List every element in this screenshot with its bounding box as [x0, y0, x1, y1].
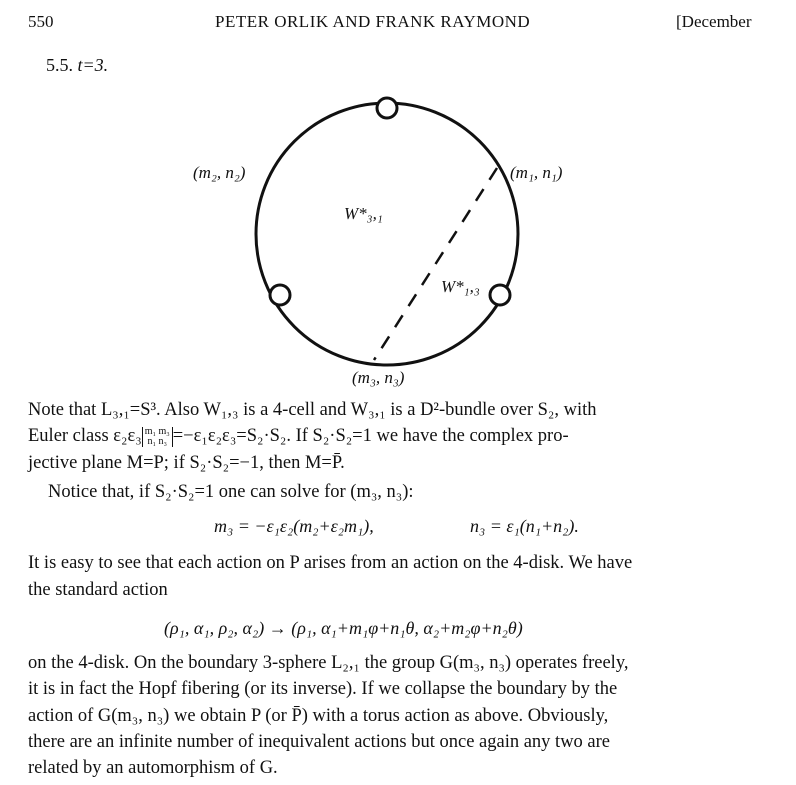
equation-m3: m₃ = −ε₁ε₂(m₂+ε₂m₁),	[214, 516, 374, 536]
matrix-row-bottom: n₁ n₃	[147, 435, 167, 447]
euler-class-label: Euler class ε₂ε₃	[28, 426, 142, 446]
dashed-diameter	[374, 168, 497, 360]
text-line-11: related by an automorphism of G.	[28, 758, 278, 778]
text-line-6: the standard action	[28, 580, 168, 600]
determinant-matrix	[142, 427, 173, 447]
text-line-4: Notice that, if S₂·S₂=1 one can solve for (m₃, n₃):	[48, 482, 414, 502]
running-header-authors: PETER ORLIK AND FRANK RAYMOND	[215, 12, 531, 31]
euler-class-rest: =−ε₁ε₂ε₃=S₂·S₂. If S₂·S₂=1 we have the complex pro-	[172, 426, 569, 446]
label-m1-n1: (m₁, n₁)	[510, 163, 563, 182]
text-line-9: action of G(m₃, n₃) we obtain P (or P̄) with a torus action as above. Obviously,	[28, 706, 609, 726]
label-m3-n3: (m₃, n₃)	[352, 368, 405, 387]
text-line-2	[28, 424, 768, 449]
text-line-5: It is easy to see that each action on P arises from an action on the 4-disk. We have	[28, 553, 633, 573]
section-title: t=3.	[77, 55, 109, 75]
equation-n3: n₃ = ε₁(n₁+n₂).	[470, 516, 579, 536]
label-w31: W*₃,₁	[344, 204, 383, 223]
text-line-3: jective plane M=P; if S₂·S₂=−1, then M=P̄.	[28, 453, 345, 473]
text-line-1: Note that L₃,₁=S³. Also W₁,₃ is a 4-cell and W₃,₁ is a D²-bundle over S₂, with	[28, 400, 597, 420]
section-number: 5.5.	[46, 55, 73, 75]
matrix-row-top: m₁ m₃	[144, 425, 170, 437]
text-line-10: there are an infinite number of inequivalent actions but once again any two are	[28, 732, 611, 752]
fixed-point-top	[377, 98, 397, 118]
label-w13: W*₁,₃	[441, 277, 480, 296]
page-number: 550	[28, 12, 54, 31]
fixed-point-left	[270, 285, 290, 305]
running-header-issue: [December	[676, 12, 752, 31]
equation-standard-action: (ρ₁, α₁, ρ₂, α₂) → (ρ₁, α₁+m₁φ+n₁θ, α₂+m₂φ+n₂θ)	[164, 618, 523, 638]
label-m2-n2: (m₂, n₂)	[193, 163, 246, 182]
text-line-7: on the 4-disk. On the boundary 3-sphere L₂,₁ the group G(m₃, n₃) operates freely,	[28, 653, 629, 673]
text-line-8: it is in fact the Hopf fibering (or its inverse). If we collapse the boundary by the	[28, 679, 618, 699]
fixed-point-right	[490, 285, 510, 305]
orbit-circle	[256, 103, 518, 365]
